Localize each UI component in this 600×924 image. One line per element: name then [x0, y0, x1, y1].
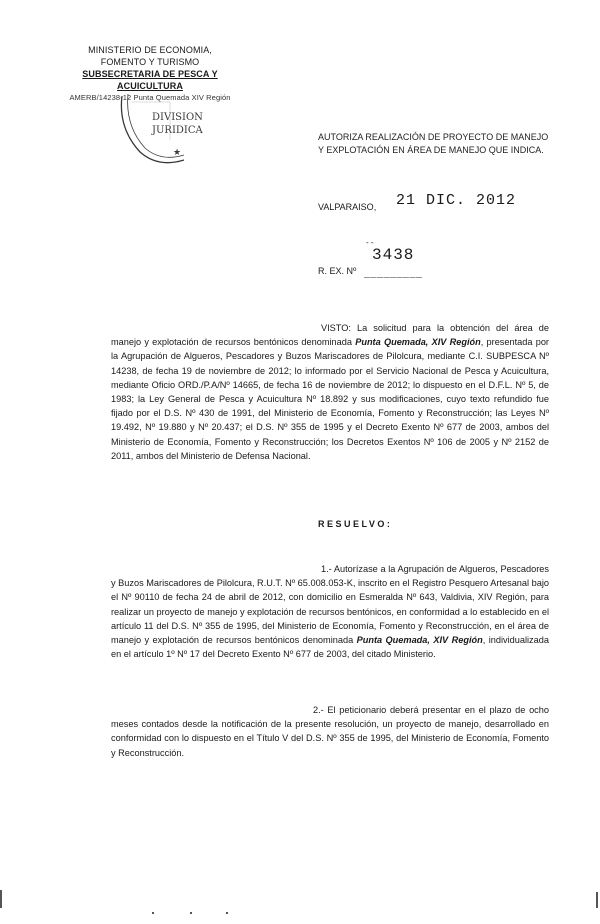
- place-label: VALPARAISO,: [318, 202, 377, 212]
- subsecretaria-name: SUBSECRETARIA DE PESCA Y ACUICULTURA: [82, 69, 218, 91]
- resolution-underline: _________: [364, 270, 423, 281]
- scan-edge-mark: [596, 892, 598, 908]
- clause-2: [111, 703, 549, 760]
- clause-1: [111, 562, 549, 661]
- visto-text-1: VISTO: La solicitud para la obtención del área de manejo y explotación de recursos bentónicos denominada: [111, 323, 549, 348]
- seal-text-1: DIVISION: [152, 112, 203, 123]
- ministry-name-2: FOMENTO Y TURISMO: [100, 57, 200, 67]
- scan-dot: [226, 912, 228, 914]
- visto-paragraph: [111, 321, 549, 463]
- resolution-number: 3438: [372, 246, 415, 264]
- scan-edge-mark: [0, 890, 2, 908]
- seal-star-icon: ★: [173, 147, 182, 157]
- date-stamp: 21 DIC. 2012: [396, 192, 517, 209]
- subject-line-2: Y EXPLOTACIÓN EN ÁREA DE MANEJO QUE INDICA.: [318, 145, 544, 155]
- clause-1-text-1: 1.- Autorízase a la Agrupación de Algueros, Pescadores y Buzos Mariscadores de Pilolcura, R.U.T. Nº 65.008.053-K, inscrito en el Registro Pesquero Artesanal bajo el Nº 90110 de fecha 24 de abril de 2012, con domicilio en Esmeralda Nº 643, Valdivia, XIV Región, para realizar un proyecto de manejo y explotación de recursos bentónicos, en conformidad a lo establecido en el artículo 11 del D.S. Nº 355 de 1995, del Ministerio de Economía, Fomento y Reconstrucción, en el área de manejo y explotación de recursos bentónicos denominada: [111, 564, 549, 646]
- visto-text-2: , presentada por la Agrupación de Algueros, Pescadores y Buzos Mariscadores de Pilolcura, mediante C.I. SUBPESCA Nº 14238, de fecha 19 de noviembre de 2012; lo informado por el Servicio Nacional de Pesca y Acuicultura, mediante Oficio ORD./P.A/Nº 14665, de fecha 16 de noviembre de 2012; lo dispuesto en el D.F.L. Nº 5, de 1983; la Ley General de Pesca y Acuicultura Nº 18.892 y sus modificaciones, cuyo texto refundido fue fijado por el D.S. Nº 430 de 1991, del Ministerio de Economía, Fomento y Reconstrucción; las Leyes Nº 19.492, Nº 19.880 y Nº 20.437; el D.S. Nº 355 de 1995 y el Decreto Exento Nº 677 de 2003, ambos del Ministerio de Economía, Fomento y Reconstrucción; los Decretos Exentos Nº 106 de 2005 y Nº 2152 de 2011, ambos del Ministerio de Defensa Nacional.: [111, 337, 549, 461]
- scan-dot: [190, 912, 192, 914]
- scan-dot: [152, 912, 154, 914]
- ministry-name: MINISTERIO DE ECONOMIA,: [88, 45, 212, 55]
- resuelvo-heading: RESUELVO:: [318, 519, 393, 529]
- file-reference: AMERB/14238-12 Punta Quemada XIV Región: [69, 93, 231, 102]
- clause-2-text: 2.- El peticionario deberá presentar en el plazo de ocho meses contados desde la notificación de la presente resolución, un proyecto de manejo, desarrollado en conformidad con lo dispuesto en el Título V del D.S. Nº 355 de 1995, del Ministerio de Economía, Fomento y Reconstrucción.: [111, 705, 549, 758]
- subject-line-1: AUTORIZA REALIZACIÓN DE PROYECTO DE MANEJO: [318, 132, 549, 142]
- clause-1-place: Punta Quemada, XIV Región: [356, 635, 483, 646]
- division-juridica-seal: [112, 88, 212, 170]
- ink-mark: - -: [366, 238, 374, 247]
- visto-place: Punta Quemada, XIV Región: [355, 337, 481, 348]
- resolution-label: R. EX. Nº: [318, 266, 357, 276]
- subject-heading: [318, 131, 558, 157]
- clause-1-text-2: , individualizada en el artículo 1º Nº 17 del Decreto Exento Nº 677 de 2003, del citado Ministerio.: [111, 635, 549, 660]
- seal-text-2: JURIDICA: [152, 125, 203, 136]
